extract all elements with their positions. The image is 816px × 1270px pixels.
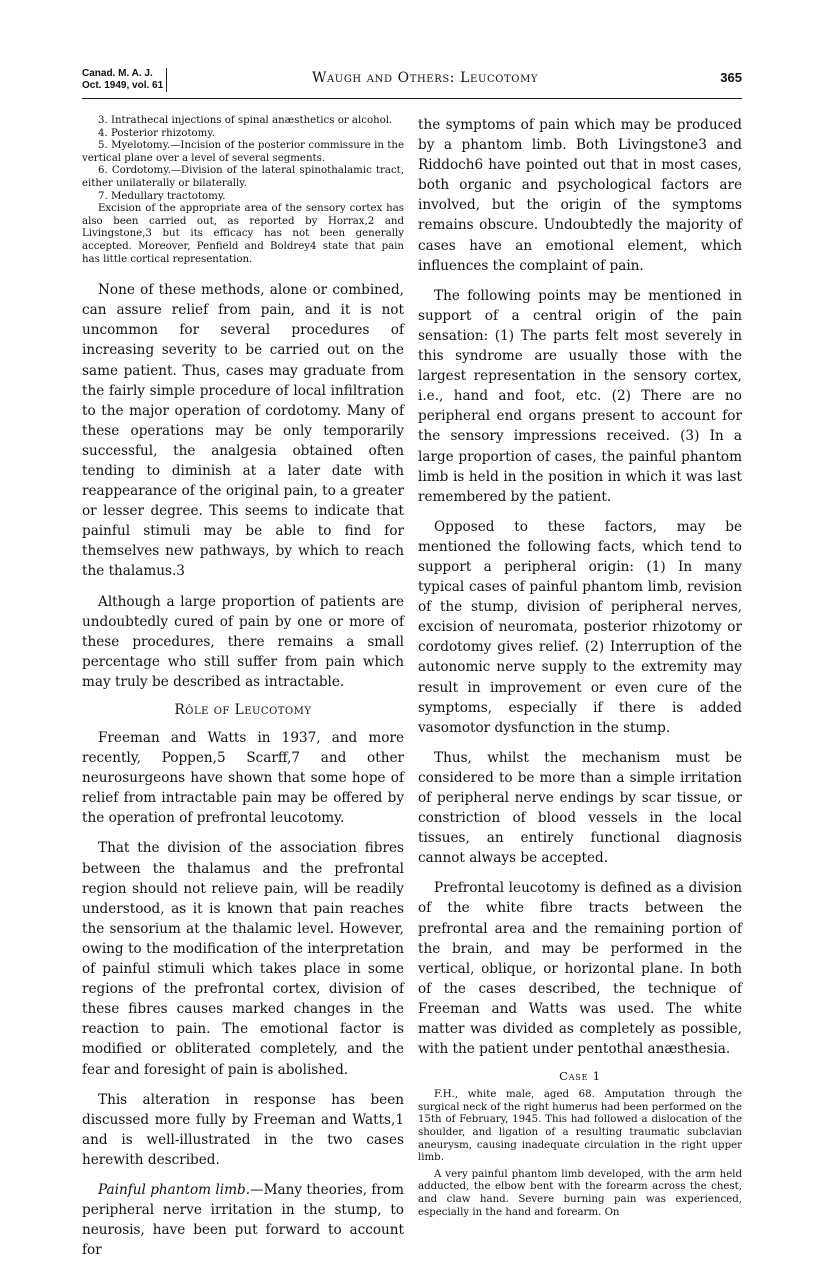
- case-paragraph: A very painful phantom limb developed, with the arm held adducted, the elbow bent with the forearm across the chest, and claw hand. Severe burning pain was experienced, especially in the hand and forearm. On: [418, 1168, 742, 1218]
- journal-name: Canad. M. A. J.: [82, 68, 153, 79]
- list-item: 5. Myelotomy.—Incision of the posterior commissure in the vertical plane over a level of several segments.: [82, 140, 404, 164]
- page-header: [82, 68, 742, 99]
- paragraph: the symptoms of pain which may be produced by a phantom limb. Both Livingstone3 and Riddoch6 have pointed out that in most cases, both organic and psychological factors are involved, but the origin of the symptoms remains obscure. Undoubtedly the majority of cases have an emotional element, which influences the complaint of pain.: [418, 117, 742, 274]
- list-item: 3. Intrathecal injections of spinal anæsthetics or alcohol.: [98, 115, 393, 126]
- list-note: Excision of the appropriate area of the sensory cortex has also been carried out, as reported by Horrax,2 and Livingstone,3 but its efficacy has not been generally accepted. Moreover, Penfield and Boldrey4 state that pain has little cortical representation.: [82, 203, 404, 265]
- running-title: Waugh and Others: Leucotomy: [312, 70, 539, 86]
- paragraph: This alteration in response has been discussed more fully by Freeman and Watts,1 and is well-illustrated in the two cases herewith described.: [82, 1091, 404, 1168]
- page-number: 365: [720, 70, 742, 85]
- paragraph: That the division of the association fibres between the thalamus and the prefrontal region should not relieve pain, will be readily understood, as it is known that pain reaches the sensorium at the thalamic level. However, owing to the modification of the interpretation of painful stimuli which takes place in some regions of the prefrontal cortex, division of these fibres causes marked changes in the reaction to pain. The emotional factor is modified or obliterated completely, and the fear and foresight of pain is abolished.: [82, 840, 404, 1078]
- journal-citation: [82, 68, 167, 92]
- right-column: [418, 115, 742, 1219]
- paragraph: Freeman and Watts in 1937, and more recently, Poppen,5 Scarff,7 and other neurosurgeons have shown that some hope of relief from intractable pain may be offered by the operation of prefrontal leucotomy.: [82, 730, 404, 827]
- paragraph: Thus, whilst the mechanism must be considered to be more than a simple irritation of peripheral nerve endings by scar tissue, or constriction of blood vessels in the local tissues, an entirely functional diagnosis cannot always be accepted.: [418, 749, 742, 867]
- paragraph: Opposed to these factors, may be mentioned the following facts, which tend to support a peripheral origin: (1) In many typical cases of painful phantom limb, revision of the stump, division of peripheral nerves, excision of neuromata, posterior rhizotomy or cordotomy gives relief. (2) Interruption of the autonomic nerve supply to the extremity may result in improvement or even cure of the symptoms, especially if there is added vasomotor dysfunction in the stump.: [418, 518, 742, 736]
- paragraph: None of these methods, alone or combined, can assure relief from pain, and it is not uncommon for several procedures of increasing severity to be carried out on the same patient. Thus, cases may graduate from the fairly simple procedure of local infiltration to the major operation of cordotomy. Many of these operations may be only temporarily successful, the analgesia obtained often tending to diminish at a later date with reappearance of the original pain, to a greater or lesser degree. This seems to indicate that painful stimuli may be able to find for themselves new pathways, by which to reach the thalamus.3: [82, 282, 404, 580]
- paragraph: Although a large proportion of patients are undoubtedly cured of pain by one or more of these procedures, there remains a small percentage who still suffer from pain which may truly be described as intractable.: [82, 593, 404, 690]
- paragraph: The following points may be mentioned in support of a central origin of the pain sensation: (1) The parts felt most severely in this syndrome are usually those with the largest representation in the sensory cortex, i.e., hand and foot, etc. (2) There are no peripheral end organs present to account for the sensory impressions received. (3) In a large proportion of cases, the painful phantom limb is held in the position in which it was last remembered by the patient.: [418, 287, 742, 505]
- paragraph: [82, 1180, 404, 1260]
- paragraph-lead: Painful phantom limb.: [98, 1181, 251, 1198]
- left-column: [82, 115, 404, 1270]
- section-heading: Rôle of Leucotomy: [174, 702, 312, 718]
- case-paragraph: F.H., white male, aged 68. Amputation through the surgical neck of the right humerus had been performed on the 15th of February, 1945. This had followed a dislocation of the shoulder, and ligation of a resulting traumatic subclavian aneurysm, causing inadequate circulation in the right upper limb.: [418, 1089, 742, 1164]
- case-heading: Case 1: [559, 1069, 601, 1084]
- list-item: 7. Medullary tractotomy.: [98, 190, 226, 202]
- list-item: 6. Cordotomy.—Division of the lateral spinothalamic tract, either unilaterally or bilaterally.: [82, 165, 404, 189]
- procedure-list: [82, 115, 404, 266]
- paragraph-text: —Many theories, from peripheral nerve irritation in the stump, to neurosis, have been put forward to account for: [82, 1181, 405, 1259]
- journal-issue: Oct. 1949, vol. 61: [82, 80, 164, 91]
- paragraph: Prefrontal leucotomy is defined as a division of the white fibre tracts between the prefrontal area and the remaining portion of the brain, and may be performed in the vertical, oblique, or horizontal plane. In both of the cases described, the technique of Freeman and Watts was used. The white matter was divided as completely as possible, with the patient under pentothal anæsthesia.: [418, 880, 742, 1058]
- list-item: 4. Posterior rhizotomy.: [98, 127, 215, 139]
